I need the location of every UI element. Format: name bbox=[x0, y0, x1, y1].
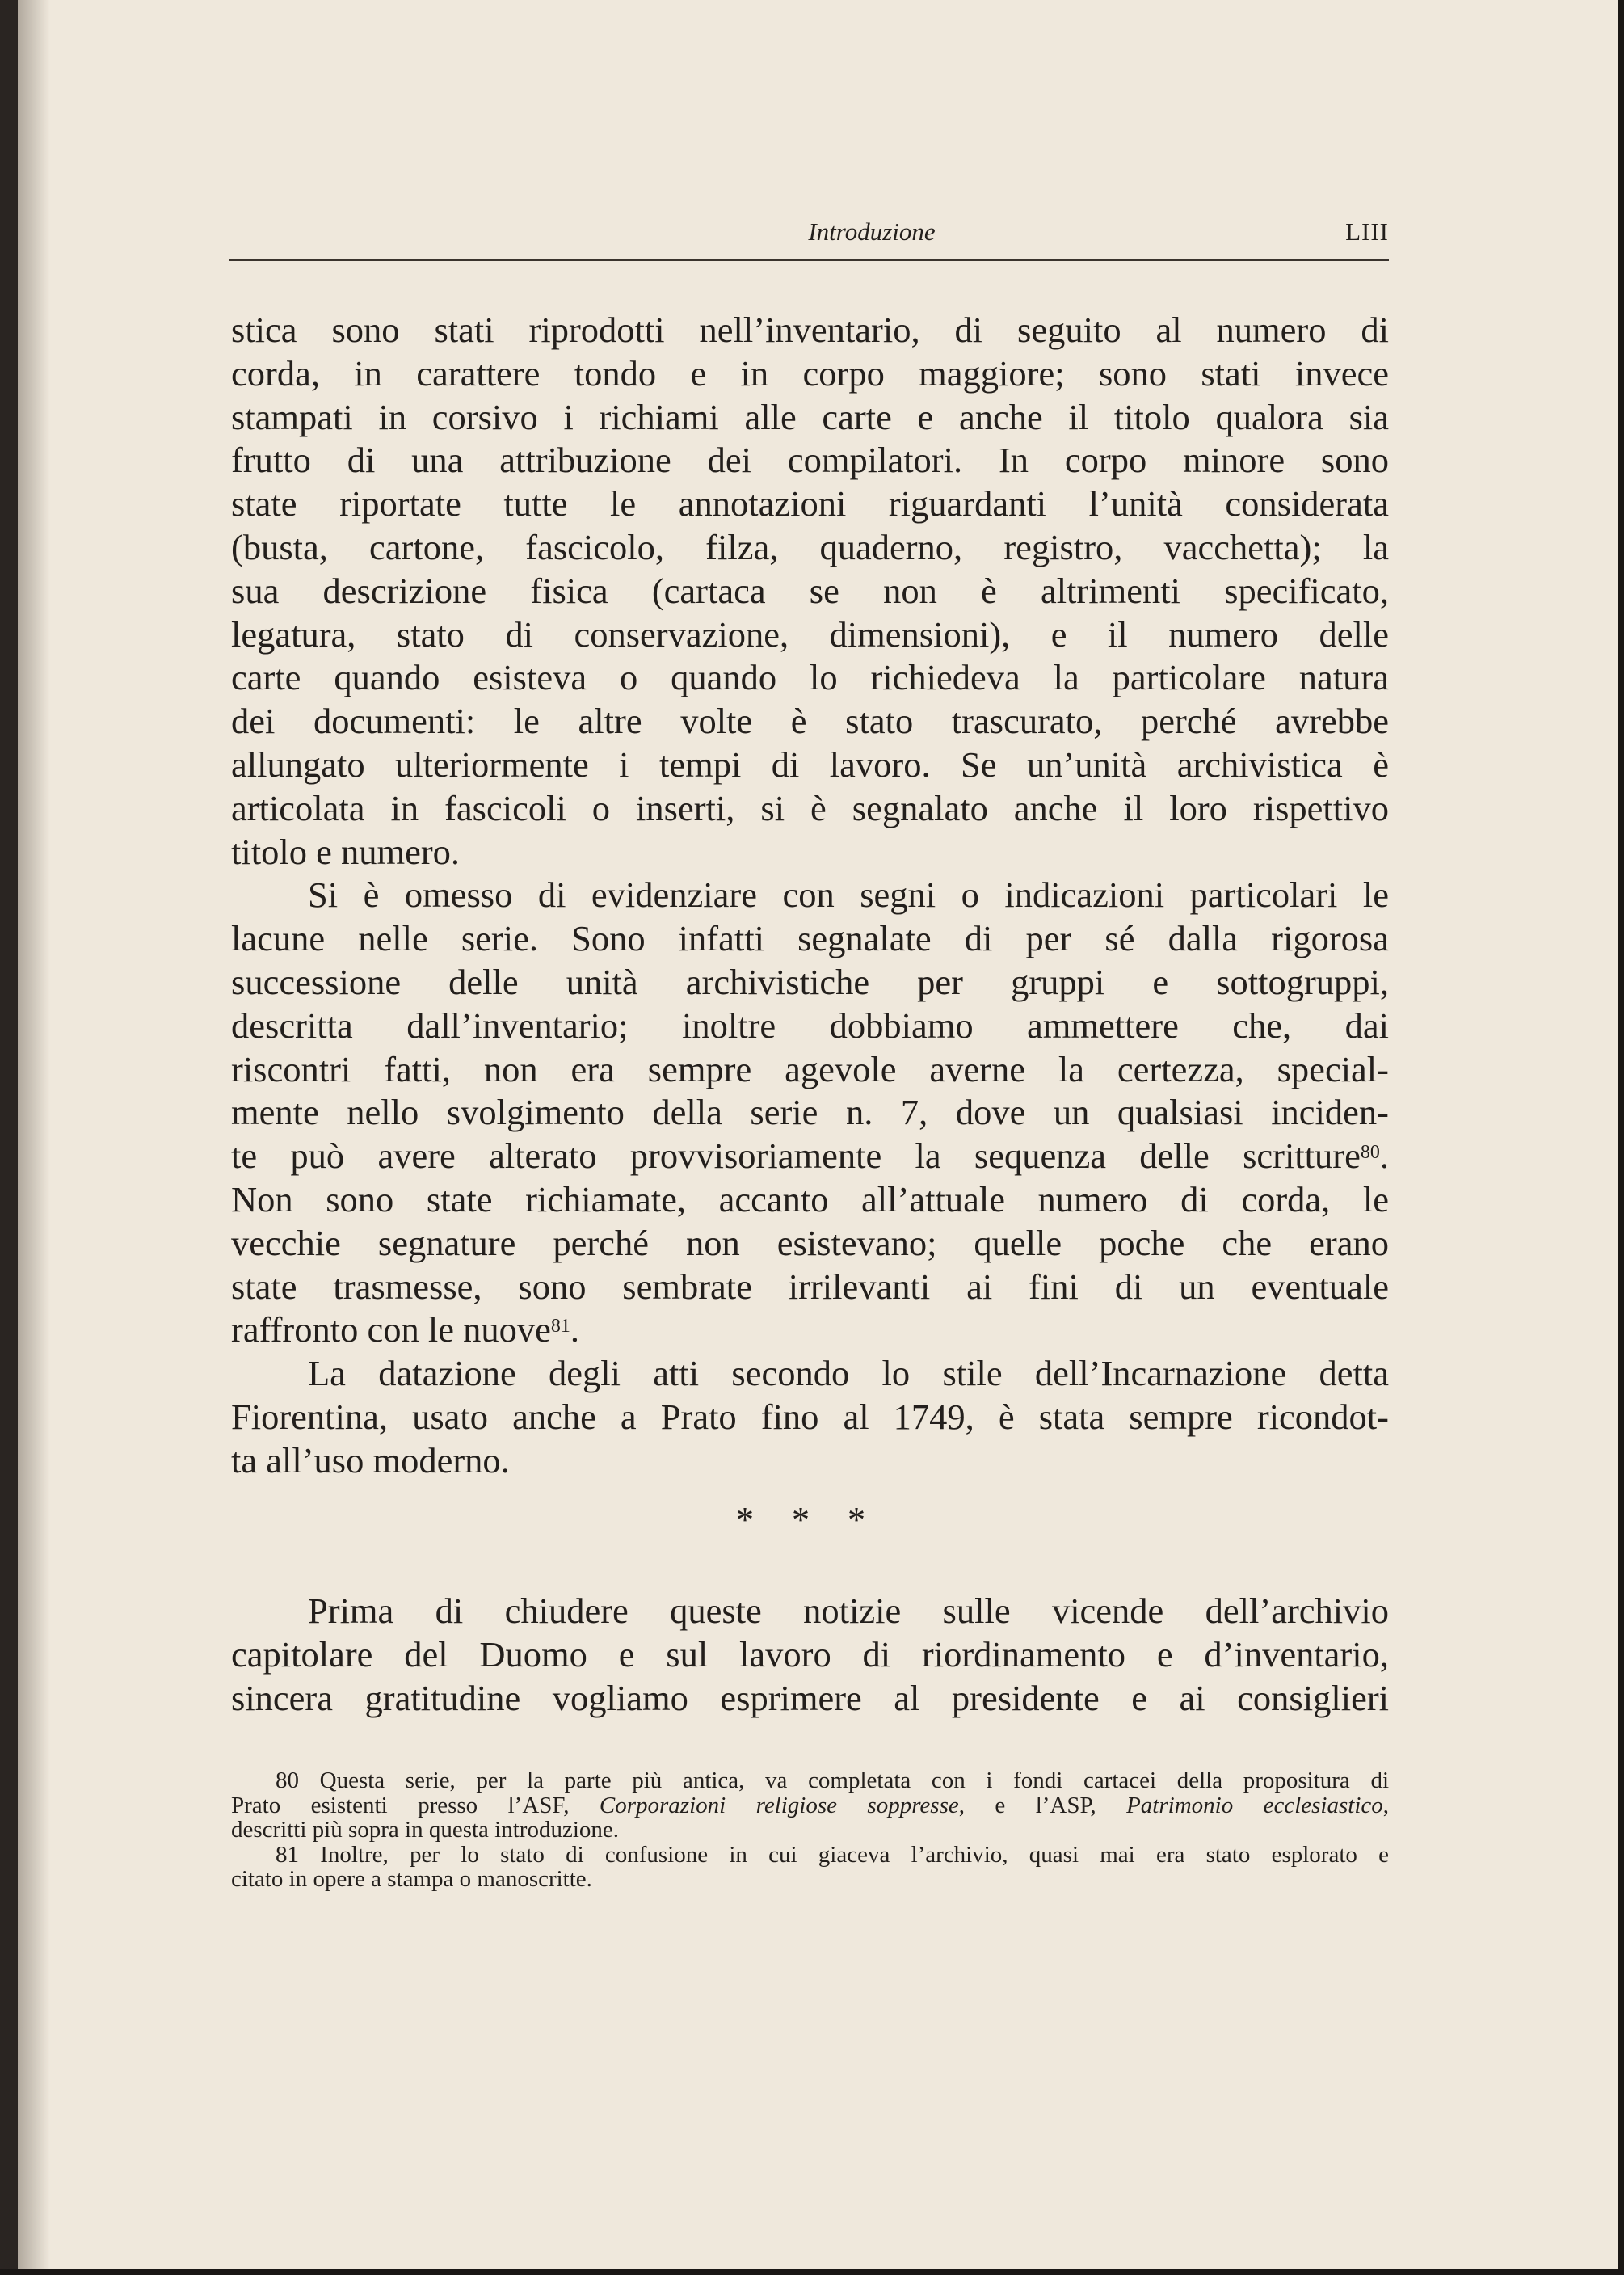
text-line: titolo e numero. bbox=[231, 831, 461, 872]
italic-title: Patrimonio ecclesiastico bbox=[1126, 1792, 1383, 1818]
text-line: mente nello svolgimento della serie n. 7, dove un qualsiasi inciden- bbox=[231, 1092, 1389, 1133]
text-line: state trasmesse, sono sembrate irrilevanti ai fini di un eventuale bbox=[231, 1266, 1389, 1307]
italic-title: Corporazioni religiose soppresse bbox=[599, 1792, 959, 1818]
text-segment: . bbox=[1379, 1135, 1389, 1177]
text-line: riscontri fatti, non era sempre agevole averne la certezza, special- bbox=[231, 1048, 1389, 1089]
text-line: citato in opere a stampa o manoscritte. bbox=[231, 1866, 592, 1893]
section-break-asterisks: * * * bbox=[736, 1500, 880, 1540]
text-line: frutto di una attribuzione dei compilatori. In corpo minore sono bbox=[231, 440, 1389, 481]
paragraph-3 bbox=[231, 1352, 1389, 1482]
text-segment: raffronto con le nuove bbox=[231, 1309, 551, 1350]
text-line: dei documenti: le altre volte è stato trascurato, perché avrebbe bbox=[231, 701, 1389, 742]
text-line: vecchie segnature perché non esistevano; quelle poche che erano bbox=[231, 1222, 1389, 1263]
text-line: stampati in corsivo i richiami alle carte e anche il titolo qualora sia bbox=[231, 396, 1389, 437]
text-line: descritti più sopra in questa introduzione. bbox=[231, 1817, 620, 1843]
text-line bbox=[231, 1135, 1389, 1178]
footnote-ref-81: 81 bbox=[550, 1316, 570, 1338]
text-line: lacune nelle serie. Sono infatti segnalate di per sé dalla rigorosa bbox=[231, 918, 1389, 959]
text-segment: Prato esistenti presso l’ASF, bbox=[231, 1792, 570, 1818]
footnote-81 bbox=[231, 1843, 1389, 1868]
closing-paragraph bbox=[231, 1589, 1389, 1720]
text-line: sincera gratitudine vogliamo esprimere al presidente e ai consiglieri bbox=[231, 1678, 1389, 1718]
text-line: corda, in carattere tondo e in corpo maggiore; sono stati invece bbox=[231, 352, 1389, 394]
text-line bbox=[231, 1308, 1389, 1352]
text-line: allungato ulteriormente i tempi di lavoro. Se un’unità archivistica è bbox=[231, 744, 1389, 785]
text-line: stica sono stati riprodotti nell’inventario, di seguito al numero di bbox=[231, 310, 1389, 350]
text-line: (busta, cartone, fascicolo, filza, quaderno, registro, vacchetta); la bbox=[231, 526, 1389, 567]
footnote-80 bbox=[231, 1768, 1389, 1793]
text-line: capitolare del Duomo e sul lavoro di riordinamento e d’inventario, bbox=[231, 1634, 1389, 1675]
paragraph-2 bbox=[231, 874, 1389, 1352]
text-segment: Inoltre, per lo stato di confusione in cui giaceva l’archivio, quasi mai era stato esplorato e bbox=[320, 1841, 1389, 1868]
text-segment: , bbox=[1382, 1792, 1390, 1818]
text-line: Fiorentina, usato anche a Prato fino al 1749, è stata sempre ricondot- bbox=[231, 1396, 1389, 1437]
text-line: carte quando esisteva o quando lo richiedeva la particolare natura bbox=[231, 657, 1389, 698]
text-line: legatura, stato di conservazione, dimensioni), e il numero delle bbox=[231, 613, 1389, 655]
text-line: successione delle unità archivistiche per gruppi e sottogruppi, bbox=[231, 961, 1389, 1002]
footnote-ref-80: 80 bbox=[1360, 1142, 1380, 1164]
text-line: Si è omesso di evidenziare con segni o indicazioni particolari le bbox=[308, 874, 1389, 916]
running-title: Introduzione bbox=[808, 217, 936, 246]
scan-border bbox=[1618, 0, 1624, 2275]
running-header bbox=[229, 214, 1389, 261]
text-segment: , e l’ASP, bbox=[958, 1792, 1096, 1818]
text-line: state riportate tutte le annotazioni riguardanti l’unità considerata bbox=[231, 483, 1389, 525]
text-line: Non sono state richiamate, accanto all’attuale numero di corda, le bbox=[231, 1178, 1389, 1220]
text-line: La datazione degli atti secondo lo stile dell’Incarnazione detta bbox=[308, 1353, 1389, 1394]
page-gutter-shadow bbox=[18, 0, 50, 2275]
text-line: sua descrizione fisica (cartaca se non è altrimenti specificato, bbox=[231, 570, 1389, 611]
paragraph-1 bbox=[231, 309, 1389, 874]
page-number: LIII bbox=[1345, 217, 1389, 246]
text-line: Prima di chiudere queste notizie sulle vicende dell’archivio bbox=[308, 1590, 1389, 1631]
body-text bbox=[231, 309, 1389, 1483]
footnote-number: 80 bbox=[276, 1767, 299, 1793]
text-line: descritta dall’inventario; inoltre dobbiamo ammettere che, dai bbox=[231, 1005, 1389, 1046]
text-segment: . bbox=[570, 1309, 579, 1350]
text-line bbox=[231, 1793, 1389, 1818]
text-line: articolata in fascicoli o inserti, si è segnalato anche il loro rispettivo bbox=[231, 787, 1389, 828]
scan-border bbox=[0, 2269, 1624, 2275]
footnote-number: 81 bbox=[276, 1841, 299, 1868]
text-segment: te può avere alterato provvisoriamente la sequenza delle scritture bbox=[231, 1135, 1361, 1177]
footnotes bbox=[231, 1768, 1389, 1892]
text-line: ta all’uso moderno. bbox=[231, 1439, 510, 1481]
text-segment: Questa serie, per la parte più antica, va completata con i fondi cartacei della propositura di bbox=[319, 1767, 1389, 1793]
